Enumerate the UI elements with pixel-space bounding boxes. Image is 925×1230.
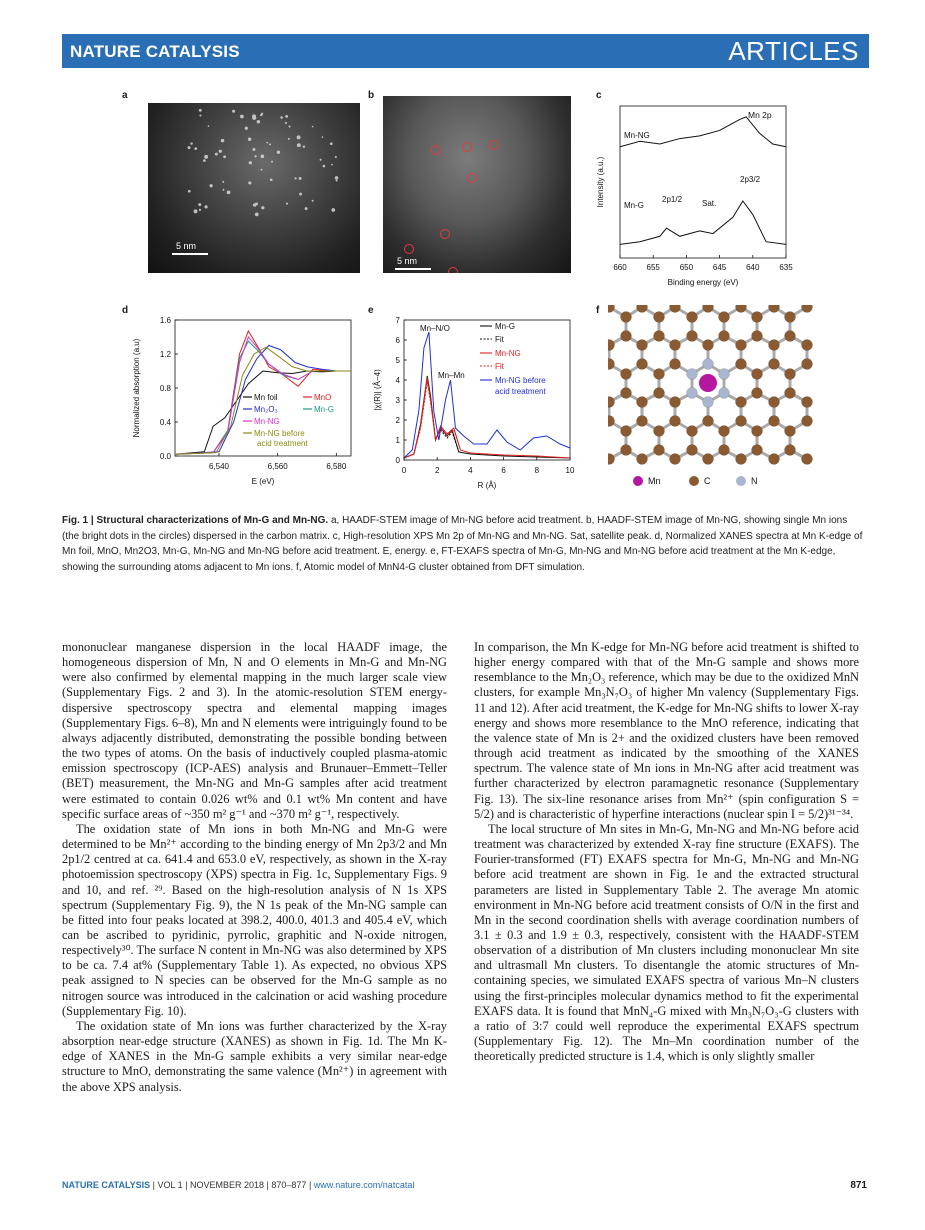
x-axis-label: Binding energy (eV) bbox=[667, 278, 739, 287]
annotation-sat: Sat. bbox=[702, 199, 717, 208]
bright-dot bbox=[260, 114, 262, 116]
caption-body: a, HAADF-STEM image of Mn-NG before acid treatment. b, HAADF-STEM image of Mn-NG, showing single Mn ions (the bright dots in the circles) dispersed in the carbon matrix. c, High-resolution XPS Mn 2p of Mn-NG and Mn-NG. Sat, satellite peak. d, Normalized XANES spectra at Mn K-edge of Mn foil, MnO, Mn2O3, Mn-G, Mn-NG and Mn-NG before acid treatment. E, energy. e, FT-EXAFS spectra of Mn-G, Mn-NG and Mn-NG before acid treatment at the Mn K-edge, showing the surrounding atoms adjacent to Mn ions. f, Atomic model of MnN4-G cluster obtained from DFT simulation. bbox=[62, 515, 863, 573]
bright-dot bbox=[331, 164, 333, 166]
footer-url-link[interactable]: www.nature.com/natcatal bbox=[313, 1180, 415, 1190]
carbon-atom bbox=[670, 454, 681, 465]
x-axis-label: E (eV) bbox=[251, 477, 275, 486]
carbon-atom bbox=[637, 359, 648, 370]
y-tick-label: 0 bbox=[395, 456, 400, 465]
bright-dot bbox=[285, 115, 288, 118]
legend-label: Mn-G bbox=[314, 405, 334, 414]
carbon-atom bbox=[719, 312, 730, 323]
y-tick-label: 0.4 bbox=[159, 418, 171, 427]
carbon-atom bbox=[752, 426, 763, 437]
x-tick-label: 2 bbox=[434, 466, 440, 475]
bright-dot bbox=[299, 193, 302, 196]
scale-label-a: 5 nm bbox=[176, 241, 197, 251]
bright-dot bbox=[204, 155, 208, 159]
carbon-atom bbox=[621, 369, 632, 380]
carbon-atom bbox=[802, 454, 813, 465]
legend-label: Mn-NG bbox=[254, 417, 280, 426]
carbon-atom bbox=[785, 331, 796, 342]
panel-label-c: c bbox=[596, 90, 602, 101]
scale-bar-a bbox=[172, 253, 208, 255]
manganese-atom bbox=[699, 374, 717, 392]
mn-ion-circle bbox=[431, 145, 441, 155]
annotation-mn-n-o: Mn–N/O bbox=[420, 324, 450, 333]
carbon-atom bbox=[654, 426, 665, 437]
bright-dot bbox=[297, 135, 301, 139]
carbon-atom bbox=[621, 445, 632, 456]
carbon-atom bbox=[752, 369, 763, 380]
y-axis-label: Normalized absorption (a.u) bbox=[132, 338, 141, 438]
panel-label-e: e bbox=[368, 305, 374, 316]
carbon-atom bbox=[752, 445, 763, 456]
exafs-chart bbox=[368, 310, 583, 495]
x-tick-label: 650 bbox=[679, 263, 694, 272]
nitrogen-atom bbox=[687, 369, 698, 380]
bright-dot bbox=[288, 126, 290, 128]
annotation-mn-mn: Mn–Mn bbox=[438, 371, 465, 380]
bright-dot bbox=[271, 161, 273, 163]
footer bbox=[62, 1180, 414, 1190]
bright-dot bbox=[288, 138, 290, 140]
carbon-atom bbox=[670, 416, 681, 427]
x-tick-label: 6,580 bbox=[326, 462, 347, 471]
carbon-atom bbox=[785, 369, 796, 380]
x-tick-label: 640 bbox=[746, 263, 760, 272]
bright-dot bbox=[219, 150, 222, 153]
nitrogen-atom bbox=[719, 388, 730, 399]
legend-label: Mn-G bbox=[495, 322, 515, 331]
bright-dot bbox=[322, 136, 324, 138]
bright-dot bbox=[194, 209, 198, 213]
annotation-2p3-2: 2p3/2 bbox=[740, 175, 761, 184]
bright-dot bbox=[245, 127, 248, 130]
bright-dot bbox=[248, 181, 251, 184]
bright-dot bbox=[248, 138, 251, 141]
y-tick-label: 1.2 bbox=[159, 350, 171, 359]
legend-label: MnO bbox=[314, 393, 332, 402]
x-tick-label: 660 bbox=[613, 263, 627, 272]
carbon-atom bbox=[719, 445, 730, 456]
carbon-atom bbox=[687, 331, 698, 342]
bright-dot bbox=[255, 213, 259, 217]
paragraph: The oxidation state of Mn ions was further characterized by the X-ray absorption near-edge structure (XANES) as shown in Fig. 1d. The Mn K-edge of XANES in the Mn-G sample exhibits a very similar near-edge structure to MnO, demonstrating the same valence (Mn²⁺) in agreement with the above XPS analysis. bbox=[62, 1018, 447, 1094]
y-tick-label: 3 bbox=[395, 396, 400, 405]
carbon-atom bbox=[736, 359, 747, 370]
bright-dot bbox=[312, 126, 314, 128]
stem-image-b bbox=[383, 96, 571, 273]
section-title: ARTICLES bbox=[728, 36, 859, 66]
legend-label: acid treatment bbox=[495, 387, 546, 396]
x-tick-label: 10 bbox=[565, 466, 575, 475]
bright-dot bbox=[240, 115, 244, 119]
plot-frame bbox=[620, 106, 786, 258]
nitrogen-atom bbox=[719, 369, 730, 380]
figure-number: Fig. 1 | bbox=[62, 515, 94, 526]
carbon-atom bbox=[752, 388, 763, 399]
carbon-atom bbox=[736, 454, 747, 465]
carbon-atom bbox=[637, 454, 648, 465]
legend-label: Mn foil bbox=[254, 393, 278, 402]
carbon-atom bbox=[785, 312, 796, 323]
mn-ion-circle bbox=[440, 229, 450, 239]
y-tick-label: 7 bbox=[395, 316, 400, 325]
scale-label-b: 5 nm bbox=[397, 256, 418, 266]
legend-label: Fit bbox=[495, 335, 504, 344]
bright-dot bbox=[204, 205, 207, 208]
x-tick-label: 655 bbox=[646, 263, 660, 272]
bright-dot bbox=[223, 189, 225, 191]
scale-bar-b bbox=[395, 268, 431, 270]
carbon-atom bbox=[802, 359, 813, 370]
bright-dot bbox=[223, 155, 226, 158]
bright-dot bbox=[227, 191, 231, 195]
bright-dot bbox=[261, 206, 264, 209]
x-axis-label: R (Å) bbox=[477, 481, 497, 490]
footer-info: | VOL 1 | NOVEMBER 2018 | 870–877 | bbox=[150, 1180, 314, 1190]
legend-label: acid treatment bbox=[257, 439, 308, 448]
bright-dot bbox=[199, 114, 201, 116]
carbon-atom bbox=[687, 426, 698, 437]
body-column-right bbox=[474, 640, 859, 1064]
nitrogen-atom bbox=[703, 359, 714, 370]
carbon-atom bbox=[802, 416, 813, 427]
carbon-atom bbox=[654, 445, 665, 456]
atomic-model bbox=[608, 305, 818, 490]
legend-label: N bbox=[751, 476, 758, 486]
carbon-atom bbox=[637, 397, 648, 408]
carbon-atom bbox=[654, 331, 665, 342]
carbon-atom bbox=[703, 454, 714, 465]
bright-dot bbox=[297, 143, 301, 147]
annotation-mn-ng: Mn-NG bbox=[624, 131, 650, 140]
bright-dot bbox=[285, 122, 287, 124]
carbon-atom bbox=[769, 340, 780, 351]
bright-dot bbox=[252, 148, 255, 151]
x-tick-label: 6,540 bbox=[208, 462, 230, 471]
carbon-atom bbox=[703, 340, 714, 351]
carbon-atom bbox=[654, 369, 665, 380]
bright-dot bbox=[252, 114, 256, 118]
journal-name: NATURE CATALYSIS bbox=[70, 42, 240, 61]
bright-dot bbox=[208, 125, 210, 127]
carbon-atom bbox=[621, 312, 632, 323]
carbon-atom bbox=[769, 359, 780, 370]
y-tick-label: 2 bbox=[395, 416, 400, 425]
carbon-atom bbox=[621, 388, 632, 399]
x-tick-label: 6 bbox=[501, 466, 506, 475]
carbon-atom bbox=[802, 397, 813, 408]
bright-dot bbox=[194, 147, 197, 150]
mn-ion-circle bbox=[448, 267, 458, 273]
body-column-left bbox=[62, 640, 447, 1095]
bright-dot bbox=[257, 120, 261, 124]
carbon-atom bbox=[769, 416, 780, 427]
carbon-atom bbox=[736, 340, 747, 351]
x-tick-label: 4 bbox=[468, 466, 473, 475]
carbon-atom bbox=[719, 426, 730, 437]
x-tick-label: 0 bbox=[401, 466, 407, 475]
bright-dot bbox=[261, 154, 265, 158]
figure-title: Structural characterizations of Mn-G and Mn-NG. bbox=[96, 515, 329, 526]
y-tick-label: 0.8 bbox=[159, 384, 171, 393]
stem-image-a bbox=[148, 103, 360, 273]
carbon-atom bbox=[670, 359, 681, 370]
xps-chart bbox=[590, 96, 820, 296]
mn-ion-circle bbox=[489, 140, 499, 150]
bright-dot bbox=[277, 150, 280, 153]
carbon-atom bbox=[654, 388, 665, 399]
panel-label-b: b bbox=[368, 90, 375, 101]
bright-dot bbox=[320, 159, 322, 161]
legend-label: Mn-NG before bbox=[495, 376, 546, 385]
bright-dot bbox=[222, 181, 224, 183]
bright-dot bbox=[266, 142, 268, 144]
bright-dot bbox=[249, 161, 252, 164]
y-tick-label: 0.0 bbox=[159, 452, 171, 461]
panel-label-f: f bbox=[596, 305, 600, 316]
bright-dot bbox=[190, 142, 192, 144]
annotation-2p1-2: 2p1/2 bbox=[662, 195, 683, 204]
bright-dot bbox=[254, 155, 256, 157]
carbon-atom bbox=[687, 445, 698, 456]
bright-dot bbox=[203, 159, 206, 162]
carbon-atom bbox=[719, 331, 730, 342]
bright-dot bbox=[294, 177, 296, 179]
bright-dot bbox=[188, 190, 191, 193]
mn-ion-circle bbox=[462, 142, 472, 152]
carbon-atom bbox=[703, 416, 714, 427]
carbon-atom bbox=[752, 331, 763, 342]
bright-dot bbox=[210, 184, 213, 187]
carbon-atom bbox=[637, 416, 648, 427]
x-tick-label: 8 bbox=[534, 466, 540, 475]
bright-dot bbox=[188, 146, 191, 149]
paragraph: The local structure of Mn sites in Mn-G, Mn-NG and Mn-NG before acid treatment was characterized by extended X-ray fine structure (EXAFS). The Fourier-transformed (FT) EXAFS spectra for Mn-G, Mn-NG and Mn-NG before acid treatment are shown in Fig. 1e and the extracted structural parameters are listed in Supplementary Table 2. The average Mn atomic environment in Mn-NG before acid treatment consists of O/N in the first and Mn in the second coordination shells with average coordination numbers of 3.1 ± 0.3 and 1.9 ± 0.3, respectively, consistent with the HAADF-STEM observation of a distribution of Mn clusters including mononuclear Mn site and ultrasmall Mn clusters. To disentangle the atomic structures of Mn-containing species, we simulated EXAFS spectra of various Mn–N clusters using the first-principles molecular dynamics method to fit the experimental EXAFS data. It is found that MnN₄-G mixed with Mn₃N₇O₃-G clusters with a ratio of 3:7 could well reproduce the experimental EXAFS spectrum (Supplementary Fig. 12). The Mn–Mn coordination number of the theoretically predicted structure is 1.4, which is only slightly smaller bbox=[474, 821, 859, 1064]
bright-dot bbox=[330, 142, 333, 145]
legend-label: Mn-NG before bbox=[254, 429, 305, 438]
panel-label-d: d bbox=[122, 305, 129, 316]
carbon-atom bbox=[637, 340, 648, 351]
mn-ion-circle bbox=[404, 244, 414, 254]
bright-dot bbox=[299, 177, 302, 180]
bright-dot bbox=[253, 203, 256, 206]
carbon-atom bbox=[785, 445, 796, 456]
carbon-atom bbox=[802, 340, 813, 351]
bright-dot bbox=[232, 110, 235, 113]
y-tick-label: 1 bbox=[395, 436, 400, 445]
paragraph: mononuclear manganese dispersion in the local HAADF image, the homogeneous dispersion of Mn, N and O elements in Mn-G and Mn-NG were also confirmed by elemental mapping in the much larger scale view (Supplementary Figs. 2 and 3). In the atomic-resolution STEM energy-dispersive spectroscopy spectra and elemental mapping images (Supplementary Figs. 6–8), Mn and N elements were intriguingly found to be always adjacently distributed, demonstrating the possible bonding between the two types of atoms. On the basis of inductively coupled plasma-atomic emission spectroscopy (ICP-AES) analysis and Brunauer–Emmett–Teller (BET) measurement, the Mn-NG and Mn-G samples after acid treatment were estimated to contain 0.026 wt% and 0.1 wt% Mn content and have specific surface areas of ~350 m² g⁻¹ and ~370 m² g⁻¹, respectively. bbox=[62, 640, 447, 821]
carbon-atom bbox=[752, 312, 763, 323]
y-tick-label: 4 bbox=[395, 376, 400, 385]
xanes-chart bbox=[125, 310, 365, 495]
x-tick-label: 645 bbox=[712, 263, 727, 272]
legend-n-swatch bbox=[736, 476, 746, 486]
carbon-atom bbox=[736, 416, 747, 427]
y-axis-label: Intensity (a.u.) bbox=[596, 156, 605, 208]
annotation-mn-g: Mn-G bbox=[624, 201, 644, 210]
bright-dot bbox=[269, 143, 271, 145]
y-tick-label: 1.6 bbox=[159, 316, 171, 325]
legend-c-swatch bbox=[689, 476, 699, 486]
bright-dot bbox=[335, 176, 339, 180]
carbon-atom bbox=[736, 397, 747, 408]
carbon-atom bbox=[687, 312, 698, 323]
bright-dot bbox=[303, 145, 305, 147]
y-tick-label: 5 bbox=[395, 356, 400, 365]
carbon-atom bbox=[670, 397, 681, 408]
carbon-atom bbox=[670, 340, 681, 351]
carbon-atom bbox=[785, 426, 796, 437]
y-tick-label: 6 bbox=[395, 336, 400, 345]
bright-dot bbox=[215, 153, 218, 156]
paragraph: The oxidation state of Mn ions in both Mn-NG and Mn-G were determined to be Mn²⁺ according to the binding energy of Mn 2p3/2 and Mn 2p1/2 centred at ca. 641.4 and 653.0 eV, respectively, as shown in the X-ray photoemission spectroscopy (XPS) spectra in Fig. 1c, Supplementary Figs. 9 and 10, and ref. ²⁹. Based on the high-resolution analysis of N 1s XPS spectrum (Supplementary Fig. 9), the N 1s peak of the Mn-NG sample can be fitted into four peaks located at 398.2, 400.0, 401.3 and 405.4 eV, which can be ascribed to pyridinic, pyrrolic, graphitic and N-oxide nitrogen, respectively³⁰. The surface N content in Mn-NG was also determined by XPS to be ca. 7.4 at% (Supplementary Table 1). As expected, no obvious XPS peak assigned to N species can be observed for the Mn-G sample as no nitrogen source was introduced in the calcination or acid washing procedure (Supplementary Fig. 10). bbox=[62, 821, 447, 1018]
x-tick-label: 6,560 bbox=[267, 462, 288, 471]
y-axis-label: |χ(R)| (Å−4) bbox=[373, 369, 382, 411]
legend-mn-swatch bbox=[633, 476, 643, 486]
carbon-atom bbox=[769, 454, 780, 465]
carbon-atom bbox=[654, 312, 665, 323]
annotation-mn-2p: Mn 2p bbox=[748, 110, 772, 120]
footer-journal: NATURE CATALYSIS bbox=[62, 1180, 151, 1190]
bright-dot bbox=[199, 209, 201, 211]
bright-dot bbox=[305, 207, 308, 210]
bright-dot bbox=[270, 178, 273, 181]
bright-dot bbox=[331, 208, 335, 212]
bright-dot bbox=[323, 165, 326, 168]
carbon-atom bbox=[769, 397, 780, 408]
bright-dot bbox=[199, 109, 202, 112]
legend-label: Mn-NG bbox=[495, 349, 521, 358]
bright-dot bbox=[286, 203, 288, 205]
legend-label: Mn₂O₃ bbox=[254, 405, 278, 414]
carbon-atom bbox=[621, 426, 632, 437]
x-tick-label: 635 bbox=[779, 263, 793, 272]
bright-dot bbox=[335, 156, 337, 158]
mn-ion-circle bbox=[467, 173, 477, 183]
legend-label: Fit bbox=[495, 362, 504, 371]
bright-dot bbox=[280, 116, 283, 119]
bright-dot bbox=[312, 200, 314, 202]
bright-dot bbox=[198, 203, 201, 206]
page-number: 871 bbox=[850, 1180, 867, 1191]
carbon-atom bbox=[621, 331, 632, 342]
carbon-atom bbox=[785, 388, 796, 399]
journal-header bbox=[62, 34, 869, 68]
bright-dot bbox=[221, 139, 224, 142]
bright-dot bbox=[336, 179, 338, 181]
figure-caption bbox=[62, 513, 867, 575]
legend-label: C bbox=[704, 476, 711, 486]
legend-label: Mn bbox=[648, 476, 661, 486]
paragraph: In comparison, the Mn K-edge for Mn-NG before acid treatment is shifted to higher energy compared with that of the Mn-G sample and shows more resemblance to the Mn₂O₃ reference, which may be due to the oxidized MnN clusters, for example Mn₃N₇O₃ of higher Mn valency (Supplementary Figs. 11 and 12). After acid treatment, the K-edge for Mn-NG shifts to lower X-ray energy and shows more resemblance to the MnO reference, indicating that the valence state of Mn is 2+ and the oxidized clusters have been removed through acid treatment as indicated by the smoothing of the XANES spectrum. The valence state of Mn ions in Mn-NG after acid treatment was further characterized by electron paramagnetic resonance (Supplementary Fig. 13). The six-line resonance arises from Mn²⁺ (spin configuration S = 5/2) and is characteristic of hyperfine interactions (nuclear spin I = 5/2)³¹⁻³⁴. bbox=[474, 640, 859, 821]
nitrogen-atom bbox=[687, 388, 698, 399]
panel-label-a: a bbox=[122, 90, 128, 101]
bright-dot bbox=[261, 169, 263, 171]
nitrogen-atom bbox=[703, 397, 714, 408]
series-line-fit bbox=[404, 380, 459, 458]
